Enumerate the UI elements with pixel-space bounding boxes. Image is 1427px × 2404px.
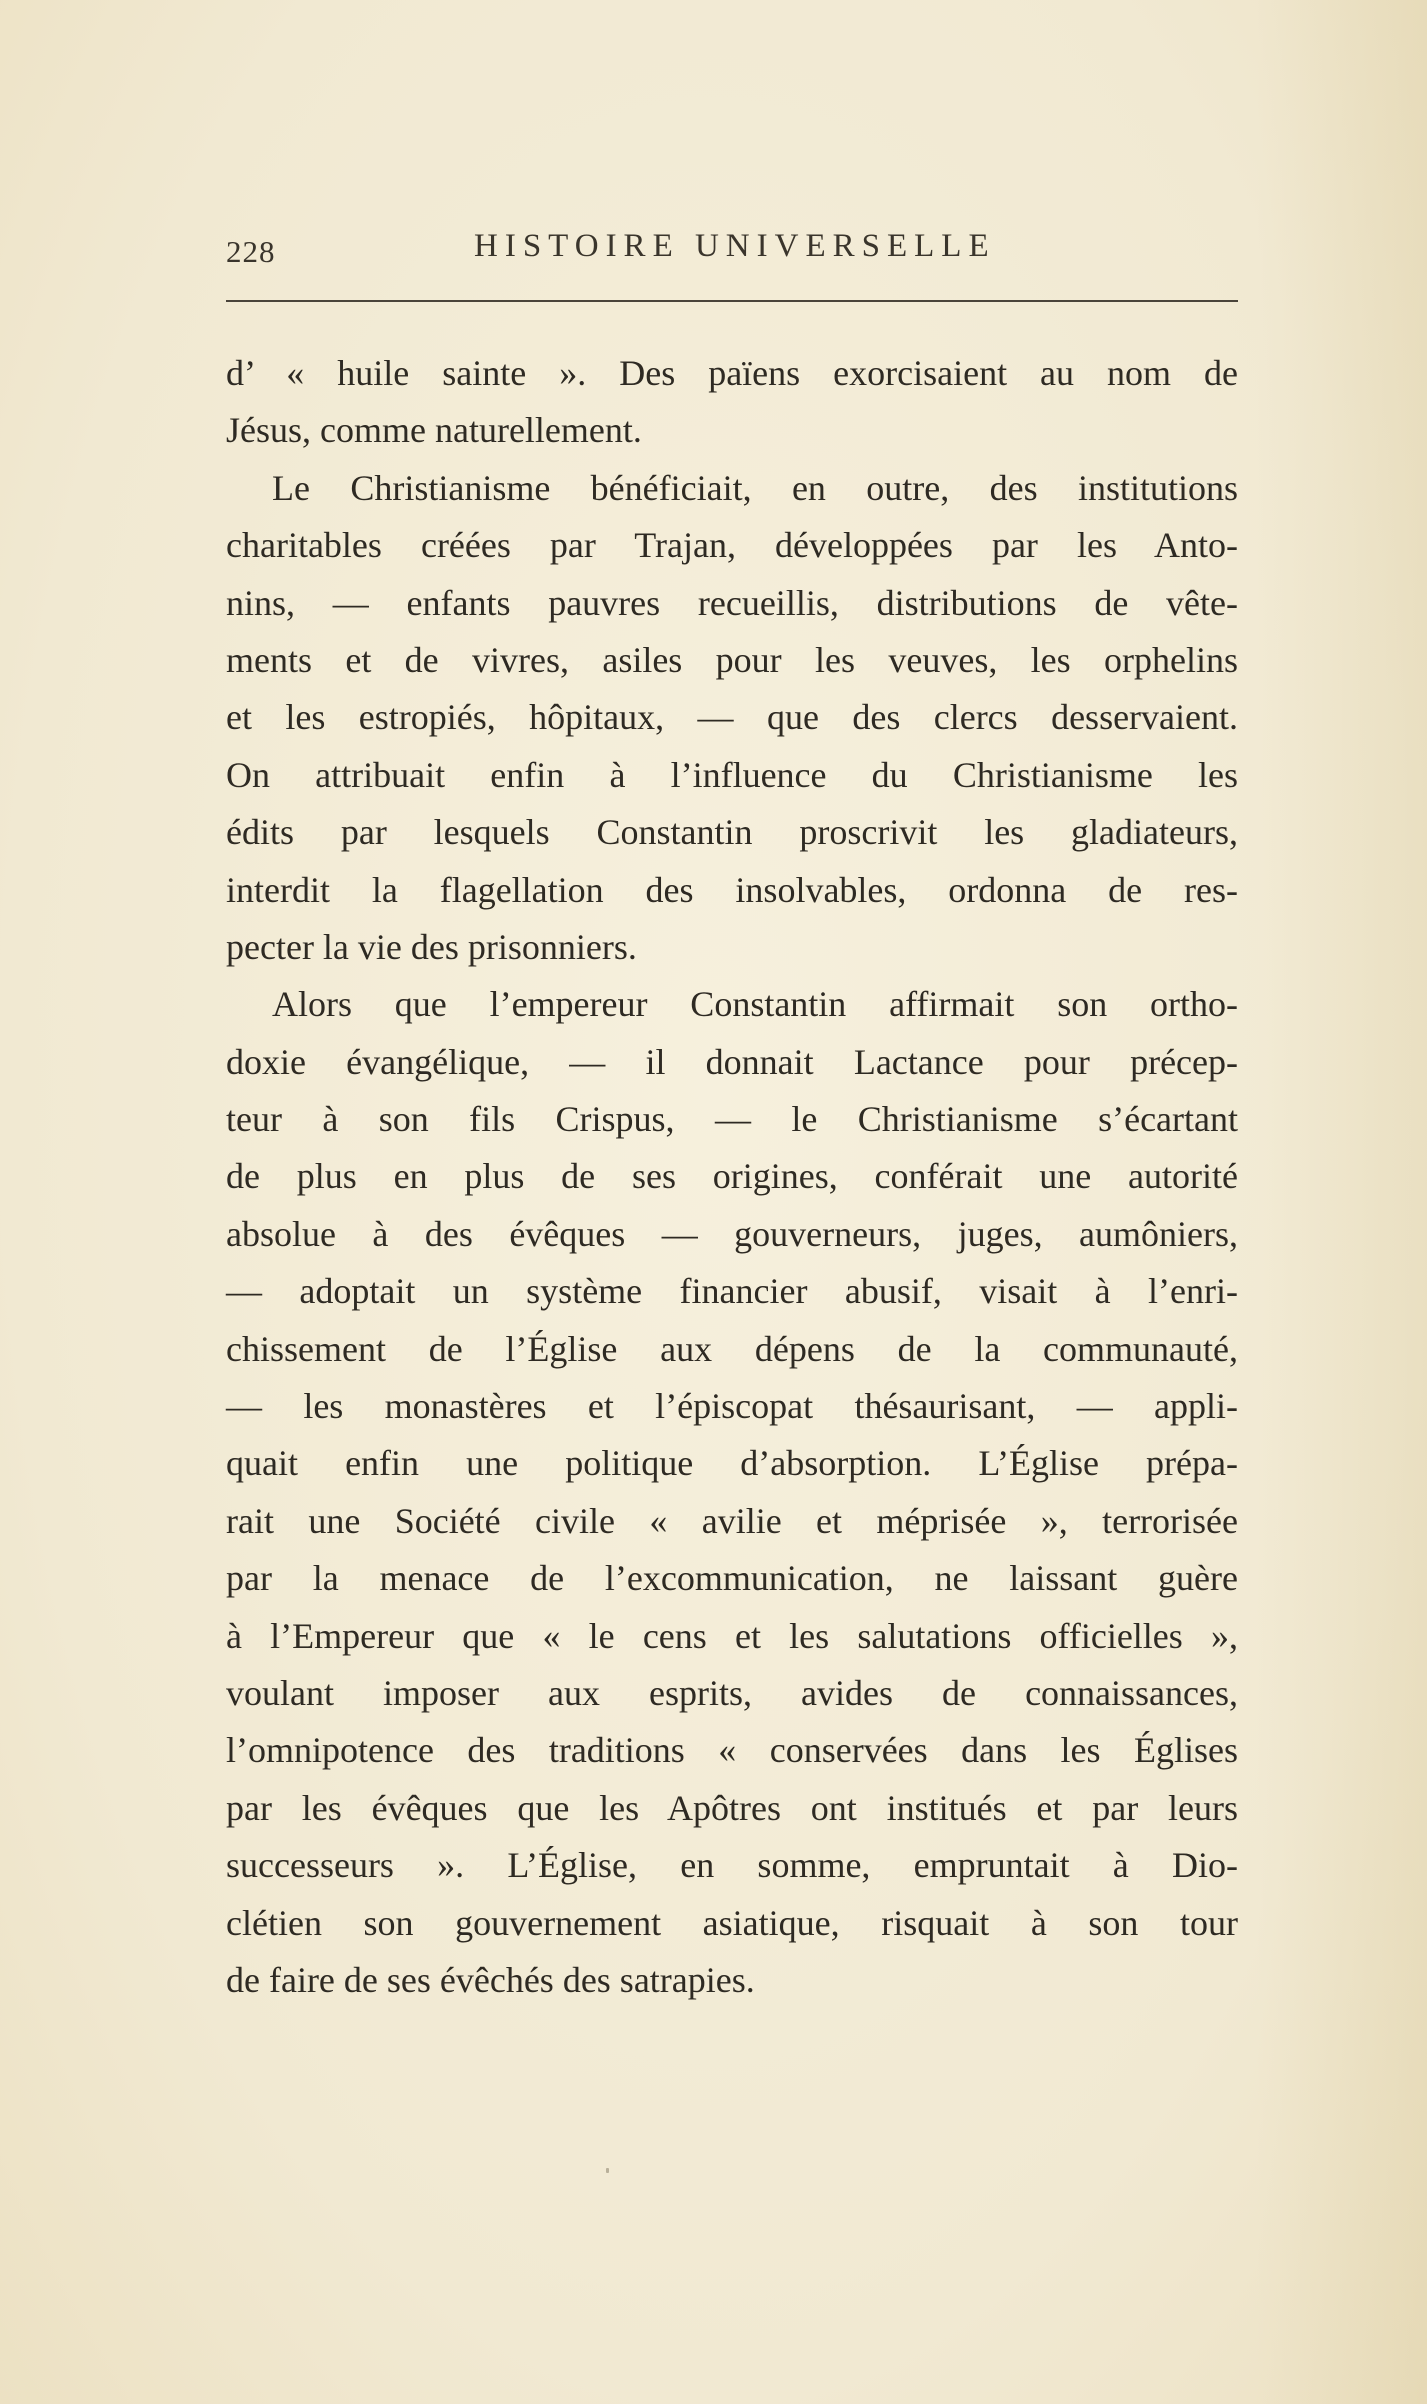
text-line: ments et de vivres, asiles pour les veuves, les orphelins: [226, 639, 1238, 680]
text-line: interdit la flagellation des insolvables, ordonna de res-: [226, 869, 1238, 910]
text-line: On attribuait enfin à l’influence du Christianisme les: [226, 754, 1238, 795]
text-line: d’ « huile sainte ». Des païens exorcisaient au nom de: [226, 353, 1238, 393]
text-line: nins, — enfants pauvres recueillis, distributions de vête-: [226, 582, 1238, 623]
text-line: — adoptait un système financier abusif, visait à l’enri-: [226, 1271, 1238, 1312]
text-line: — les monastères et l’épiscopat thésaurisant, — appli-: [226, 1386, 1238, 1427]
running-head: [226, 228, 1238, 284]
text-line: rait une Société civile « avilie et méprisée », terrorisée: [226, 1500, 1238, 1541]
text-line: et les estropiés, hôpitaux, — que des clercs desservaient.: [226, 697, 1238, 738]
text-line: de faire de ses évêchés des satrapies.: [226, 1959, 755, 2000]
paper-speck: [606, 2168, 609, 2173]
text-line: l’omnipotence des traditions « conservées dans les Églises: [226, 1730, 1238, 1771]
text-line: Alors que l’empereur Constantin affirmait son ortho-: [272, 984, 1238, 1025]
text-line: Le Christianisme bénéficiait, en outre, des institutions: [272, 467, 1238, 508]
text-line: voulant imposer aux esprits, avides de connaissances,: [226, 1672, 1238, 1713]
header-rule: [226, 300, 1238, 302]
text-line: de plus en plus de ses origines, conférait une autorité: [226, 1156, 1238, 1197]
text-line: charitables créées par Trajan, développées par les Anto-: [226, 525, 1238, 566]
text-line: à l’Empereur que « le cens et les salutations officielles »,: [226, 1615, 1238, 1656]
text-line: doxie évangélique, — il donnait Lactance pour précep-: [226, 1041, 1238, 1082]
text-line: quait enfin une politique d’absorption. L’Église prépa-: [226, 1443, 1238, 1484]
page-number: 228: [226, 234, 276, 269]
text-line: successeurs ». L’Église, en somme, empruntait à Dio-: [226, 1845, 1238, 1886]
text-line: absolue à des évêques — gouverneurs, juges, aumôniers,: [226, 1213, 1238, 1254]
text-line: par la menace de l’excommunication, ne laissant guère: [226, 1558, 1238, 1599]
text-line: par les évêques que les Apôtres ont institués et par leurs: [226, 1787, 1238, 1828]
body-text: [226, 345, 1238, 2009]
text-line: teur à son fils Crispus, — le Christianisme s’écartant: [226, 1099, 1238, 1140]
text-line: Jésus, comme naturellement.: [226, 410, 642, 451]
text-line: édits par lesquels Constantin proscrivit les gladiateurs,: [226, 812, 1238, 853]
running-title: HISTOIRE UNIVERSELLE: [474, 228, 996, 264]
text-line: pecter la vie des prisonniers.: [226, 926, 637, 967]
text-line: chissement de l’Église aux dépens de la communauté,: [226, 1328, 1238, 1369]
text-line: clétien son gouvernement asiatique, risquait à son tour: [226, 1902, 1238, 1943]
